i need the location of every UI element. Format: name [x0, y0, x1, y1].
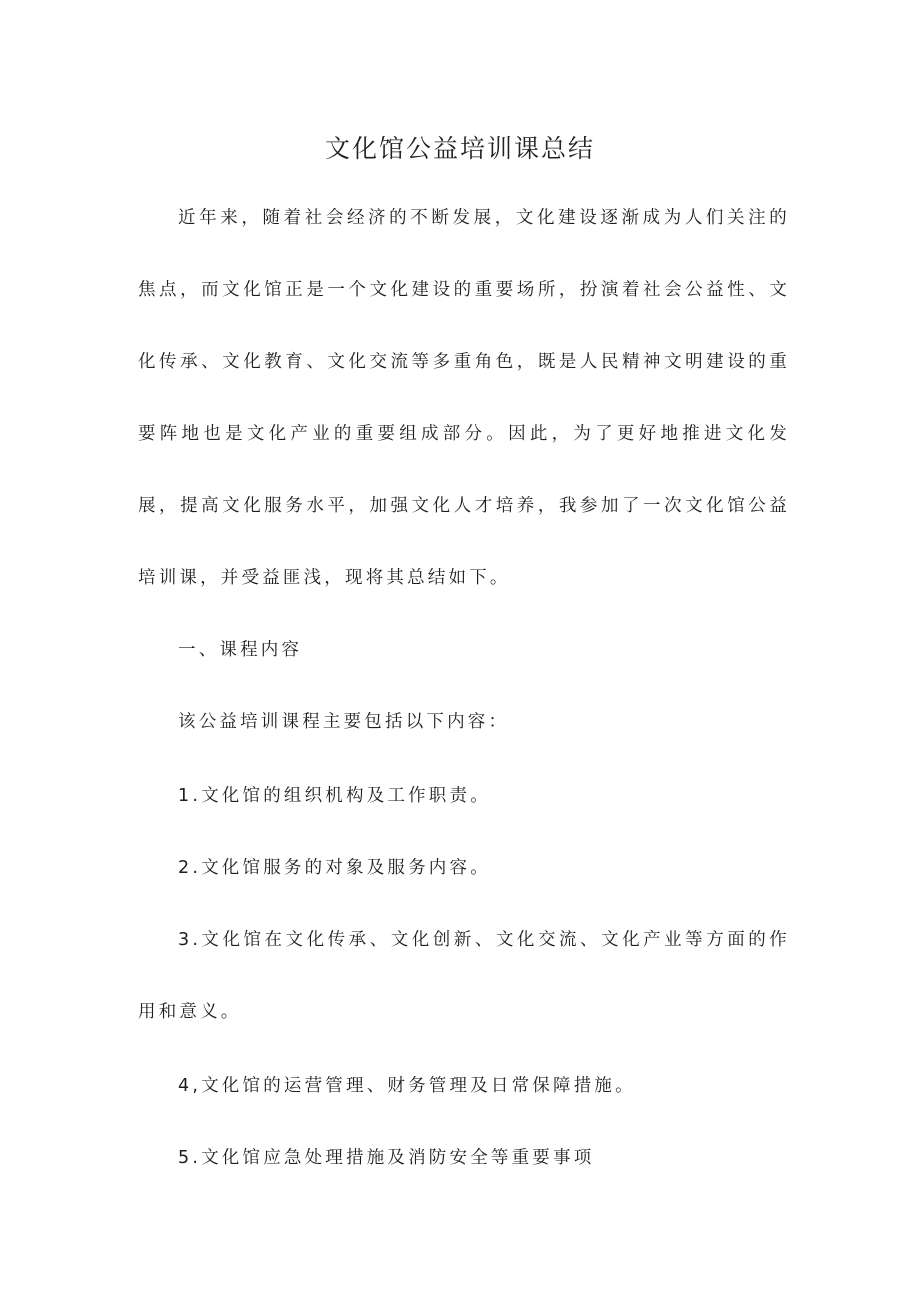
list-item: 2.文化馆服务的对象及服务内容。: [178, 858, 491, 878]
list-item: 1.文化馆的组织机构及工作职责。: [178, 786, 491, 806]
section-lead-paragraph: 该公益培训课程主要包括以下内容：: [178, 712, 510, 732]
section-heading: 一、课程内容: [178, 640, 303, 660]
list-item: 3.文化馆在文化传承、文化创新、文化交流、文化产业等方面的作用和意义。: [138, 930, 790, 1022]
list-item: 5.文化馆应急处理措施及消防安全等重要事项: [178, 1148, 595, 1168]
document-title: 文化馆公益培训课总结: [324, 134, 595, 163]
list-item: 4,文化馆的运营管理、财务管理及日常保障措施。: [178, 1076, 636, 1096]
intro-paragraph: 近年来，随着社会经济的不断发展，文化建设逐渐成为人们关注的焦点，而文化馆正是一个文化建设的重要场所，扮演着社会公益性、文化传承、文化教育、文化交流等多重角色，既是人民精神文明建设的重要阵地也是文化产业的重要组成部分。因此，为了更好地推进文化发展，提高文化服务水平，加强文化人才培养，我参加了一次文化馆公益培训课，并受益匪浅，现将其总结如下。: [138, 208, 790, 588]
